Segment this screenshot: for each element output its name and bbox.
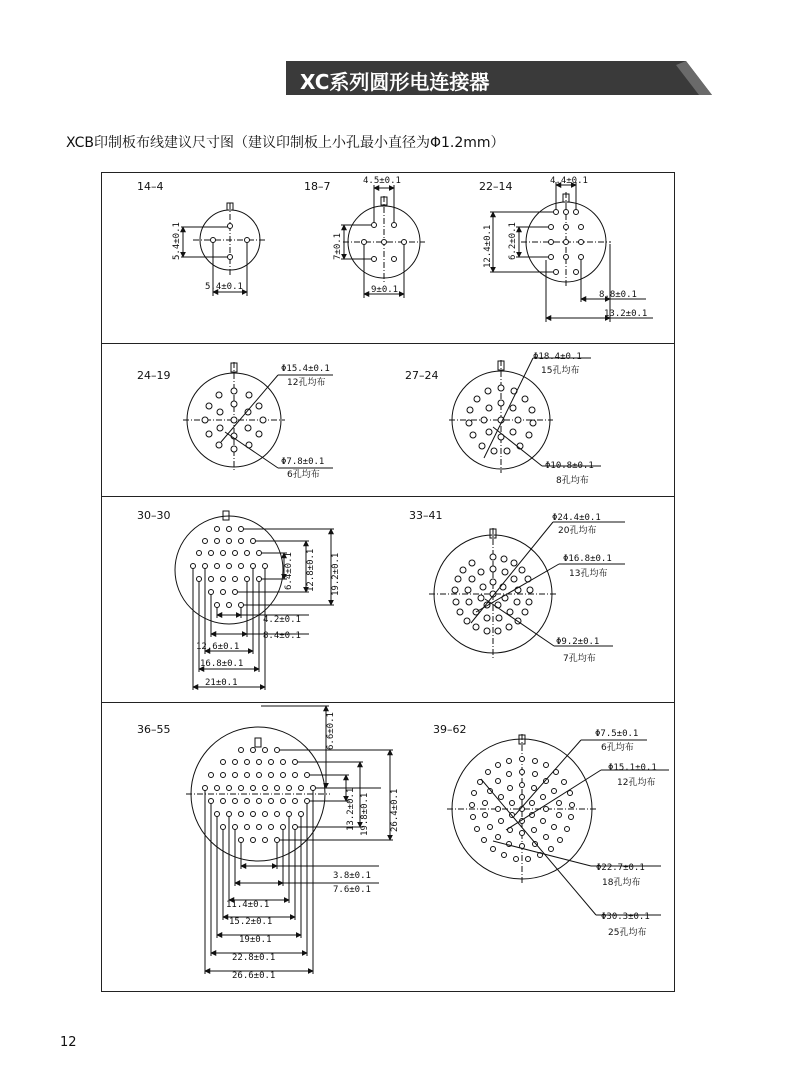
dimension-horizontal: 4.5±0.1	[363, 176, 401, 186]
panel-30-30	[137, 509, 341, 690]
model-label: 30–30	[137, 509, 171, 522]
model-label: 39–62	[433, 723, 467, 736]
model-label: 22–14	[479, 180, 513, 193]
page-title: XC系列圆形电连接器	[300, 70, 490, 94]
panel-39-62	[433, 723, 669, 938]
model-label: 33–41	[409, 509, 443, 522]
model-label: 24–19	[137, 369, 171, 382]
dimension-horizontal: 26.6±0.1	[232, 971, 276, 981]
dimension-vertical: 6.2±0.1	[508, 222, 518, 260]
dimension-diameter: Φ16.8±0.1	[563, 554, 612, 564]
dimension-vertical: 26.4±0.1	[390, 788, 400, 832]
dimension-vertical: 19.2±0.1	[331, 552, 341, 596]
dimension-diameter: Φ24.4±0.1	[552, 513, 601, 523]
hole-pattern-note: 18孔均布	[602, 878, 641, 888]
dimension-vertical: 19.8±0.1	[360, 792, 370, 836]
leader-lines	[221, 375, 333, 468]
drawing-canvas	[101, 172, 673, 990]
dimension-horizontal: 22.8±0.1	[232, 953, 276, 963]
panel-24-19	[137, 362, 333, 480]
dimension-horizontal: 8.4±0.1	[263, 631, 301, 641]
dimension-horizontal: 19±0.1	[239, 935, 272, 945]
hole-pattern-note: 7孔均布	[563, 654, 596, 664]
hole-pattern-note: 6孔均布	[601, 743, 634, 753]
model-label: 27–24	[405, 369, 439, 382]
dimension-diameter: Φ7.5±0.1	[595, 729, 639, 739]
panel-14-4	[137, 180, 267, 296]
dimension-horizontal: 11.4±0.1	[226, 900, 270, 910]
dimension-horizontal: 12.6±0.1	[196, 642, 240, 652]
hole-pattern-note: 15孔均布	[541, 366, 580, 376]
dimension-diameter: Φ15.1±0.1	[608, 763, 657, 773]
dimension-vertical: 12.4±0.1	[483, 224, 493, 268]
hole-pattern-note: 12孔均布	[617, 778, 656, 788]
hole-pattern-note: 6孔均布	[287, 470, 320, 480]
hole-pattern-note: 8孔均布	[556, 476, 589, 486]
hole-pattern-note: 20孔均布	[558, 526, 597, 536]
dimension-horizontal: 5.4±0.1	[205, 282, 243, 292]
dimension-diameter: Φ30.3±0.1	[601, 912, 650, 922]
model-label: 18–7	[304, 180, 331, 193]
pin-holes	[191, 527, 268, 608]
hole-pattern-note: 25孔均布	[608, 928, 647, 938]
dimension-vertical: 5.4±0.1	[172, 222, 182, 260]
connector-outline	[193, 203, 267, 276]
hole-pattern-note: 13孔均布	[569, 569, 608, 579]
model-label: 14–4	[137, 180, 164, 193]
dimension-horizontal: 15.2±0.1	[229, 917, 273, 927]
dimension-vertical: 6.4±0.1	[284, 552, 294, 590]
dimension-horizontal: 13.2±0.1	[604, 309, 648, 319]
dimension-vertical: 13.2±0.1	[346, 787, 356, 831]
dimension-diameter: Φ15.4±0.1	[281, 364, 330, 374]
dimension-vertical: 12.8±0.1	[306, 548, 316, 592]
drawing-subtitle: XCB印制板布线建议尺寸图（建议印制板上小孔最小直径为Φ1.2mm）	[66, 135, 505, 151]
hole-pattern-note: 12孔均布	[287, 378, 326, 388]
dimension-vertical: 7±0.1	[333, 232, 343, 260]
dimension-horizontal: 4.2±0.1	[263, 615, 301, 625]
dimension-diameter: Φ9.2±0.1	[556, 637, 600, 647]
dimension-horizontal: 8.8±0.1	[599, 290, 637, 300]
panel-33-41	[409, 509, 625, 664]
model-label: 36–55	[137, 723, 171, 736]
dimension-horizontal: 7.6±0.1	[333, 885, 371, 895]
dimension-horizontal: 3.8±0.1	[333, 871, 371, 881]
dimension-horizontal: 21±0.1	[205, 678, 238, 688]
dimension-horizontal: 9±0.1	[371, 285, 399, 295]
dimension-horizontal: 16.8±0.1	[200, 659, 244, 669]
dimension-diameter: Φ22.7±0.1	[596, 863, 645, 873]
dimension-diameter: Φ7.8±0.1	[281, 457, 325, 467]
page-number: 12	[60, 1035, 77, 1050]
dimension-diameter: Φ18.4±0.1	[533, 352, 582, 362]
dimension-lines	[341, 185, 404, 298]
connector-outline	[186, 727, 330, 861]
dimension-diameter: Φ10.8±0.1	[545, 461, 594, 471]
panel-36-55	[137, 706, 400, 981]
dimension-horizontal: 4.4±0.1	[550, 176, 588, 186]
dimension-lines	[205, 706, 393, 974]
panel-18-7	[304, 176, 425, 298]
panel-27-24	[405, 352, 601, 486]
panel-22-14	[479, 176, 653, 322]
dimension-vertical: 6.6±0.1	[326, 712, 336, 750]
